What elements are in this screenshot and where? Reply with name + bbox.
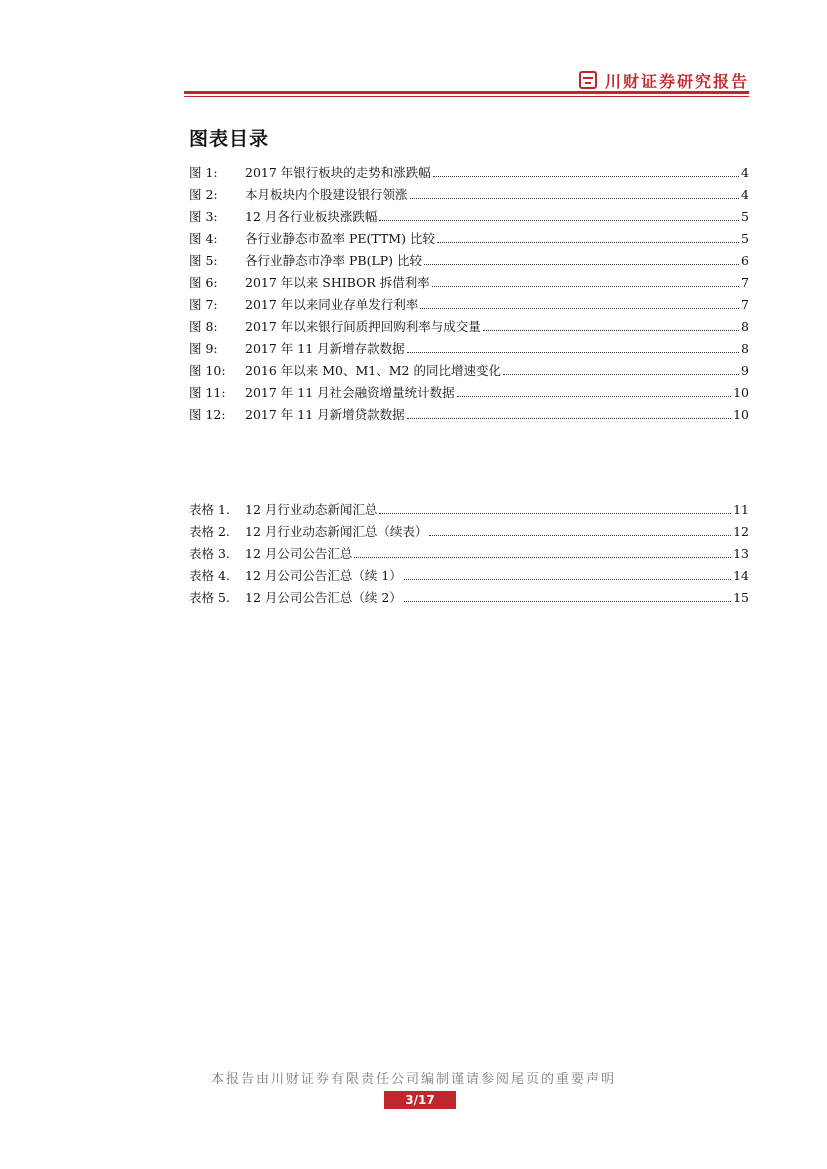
dot-leader	[379, 220, 739, 221]
figure-entry[interactable]	[189, 356, 749, 378]
table-entry[interactable]	[189, 539, 749, 561]
figure-entry-title: 2017 年以来同业存单发行利率	[245, 297, 419, 312]
table-entry-title: 12 月公司公告汇总（续 1）	[245, 568, 402, 583]
figure-entry[interactable]	[189, 224, 749, 246]
page-number-badge: 3/17	[384, 1091, 456, 1109]
table-entry[interactable]	[189, 517, 749, 539]
figure-entry-title: 各行业静态市净率 PB(LP) 比较	[245, 253, 423, 268]
table-entry-title: 12 月公司公告汇总（续 2）	[245, 590, 402, 605]
figure-entry-page: 7	[741, 297, 749, 312]
table-entry-label: 表格 3.	[189, 546, 230, 561]
figure-entry[interactable]	[189, 158, 749, 180]
figure-entry-label: 图 4:	[189, 231, 218, 246]
figure-entry[interactable]	[189, 400, 749, 422]
figure-entry-title: 2017 年 11 月社会融资增量统计数据	[245, 385, 455, 400]
figure-entry[interactable]	[189, 246, 749, 268]
figure-entry[interactable]	[189, 180, 749, 202]
dot-leader	[483, 330, 739, 331]
figure-entry[interactable]	[189, 202, 749, 224]
figure-entry[interactable]	[189, 290, 749, 312]
table-entry-title: 12 月行业动态新闻汇总	[245, 502, 378, 517]
dot-leader	[503, 374, 739, 375]
dot-leader	[424, 264, 739, 265]
figure-entry-label: 图 5:	[189, 253, 218, 268]
table-entry-page: 11	[733, 502, 749, 517]
footer-disclaimer: 本报告由川财证券有限责任公司编制谨请参阅尾页的重要声明	[210, 1072, 616, 1087]
figure-entry-title: 2016 年以来 M0、M1、M2 的同比增速变化	[245, 363, 501, 378]
table-entry-title: 12 月公司公告汇总	[245, 546, 353, 561]
figure-entry-page: 10	[733, 385, 749, 400]
figure-entry[interactable]	[189, 312, 749, 334]
figure-list	[189, 158, 749, 422]
figure-entry-page: 4	[741, 165, 749, 180]
figure-entry-label: 图 1:	[189, 165, 218, 180]
table-entry-label: 表格 4.	[189, 568, 230, 583]
header-brand	[579, 68, 749, 92]
figure-entry-page: 6	[741, 253, 749, 268]
figure-entry-title: 2017 年 11 月新增贷款数据	[245, 407, 405, 422]
table-entry-page: 14	[733, 568, 749, 583]
dot-leader	[354, 557, 731, 558]
table-entry[interactable]	[189, 495, 749, 517]
toc-title: 图表目录	[189, 128, 270, 150]
dot-leader	[379, 513, 731, 514]
figure-entry-label: 图 11:	[189, 385, 226, 400]
figure-entry[interactable]	[189, 334, 749, 356]
table-entry[interactable]	[189, 583, 749, 605]
figure-entry-title: 2017 年以来 SHIBOR 拆借利率	[245, 275, 430, 290]
brand-logo-icon	[579, 71, 597, 89]
figure-entry-title: 2017 年以来银行间质押回购利率与成交量	[245, 319, 481, 334]
dot-leader	[404, 579, 731, 580]
figure-entry[interactable]	[189, 378, 749, 400]
figure-entry-label: 图 8:	[189, 319, 218, 334]
dot-leader	[432, 286, 739, 287]
table-entry-label: 表格 5.	[189, 590, 230, 605]
figure-entry-label: 图 10:	[189, 363, 226, 378]
figure-entry-title: 2017 年银行板块的走势和涨跌幅	[245, 165, 431, 180]
figure-entry-label: 图 12:	[189, 407, 226, 422]
figure-entry-page: 8	[741, 341, 749, 356]
brand-name: 川财证券研究报告	[604, 71, 749, 91]
dot-leader	[404, 601, 731, 602]
dot-leader	[433, 176, 739, 177]
dot-leader	[410, 198, 740, 199]
figure-entry-label: 图 3:	[189, 209, 218, 224]
table-entry-page: 12	[733, 524, 749, 539]
table-entry-label: 表格 2.	[189, 524, 230, 539]
dot-leader	[457, 396, 731, 397]
figure-entry-title: 本月板块内个股建设银行领涨	[245, 187, 408, 202]
header-rule	[184, 91, 749, 94]
figure-entry[interactable]	[189, 268, 749, 290]
table-list	[189, 495, 749, 605]
figure-entry-title: 12 月各行业板块涨跌幅	[245, 209, 378, 224]
figure-entry-page: 5	[741, 209, 749, 224]
figure-entry-page: 4	[741, 187, 749, 202]
figure-entry-page: 7	[741, 275, 749, 290]
figure-entry-page: 9	[741, 363, 749, 378]
figure-entry-label: 图 2:	[189, 187, 218, 202]
figure-entry-label: 图 9:	[189, 341, 218, 356]
figure-entry-title: 各行业静态市盈率 PE(TTM) 比较	[245, 231, 435, 246]
table-entry-page: 15	[733, 590, 749, 605]
figure-entry-page: 10	[733, 407, 749, 422]
figure-entry-page: 5	[741, 231, 749, 246]
figure-entry-title: 2017 年 11 月新增存款数据	[245, 341, 405, 356]
table-entry[interactable]	[189, 561, 749, 583]
dot-leader	[437, 242, 739, 243]
dot-leader	[429, 535, 731, 536]
dot-leader	[407, 418, 731, 419]
figure-entry-label: 图 6:	[189, 275, 218, 290]
figure-entry-label: 图 7:	[189, 297, 218, 312]
dot-leader	[407, 352, 739, 353]
table-entry-page: 13	[733, 546, 749, 561]
table-entry-label: 表格 1.	[189, 502, 230, 517]
dot-leader	[420, 308, 739, 309]
table-entry-title: 12 月行业动态新闻汇总（续表）	[245, 524, 428, 539]
header-rule-thin	[184, 96, 749, 97]
figure-entry-page: 8	[741, 319, 749, 334]
